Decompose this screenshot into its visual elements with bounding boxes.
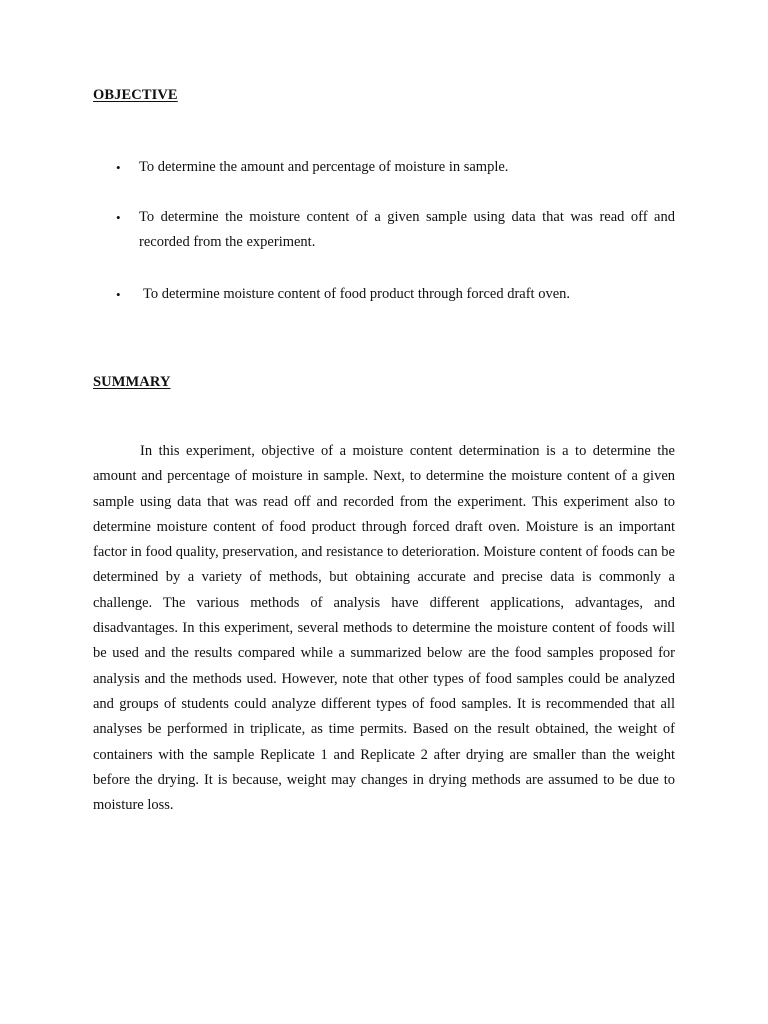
bullet-icon: • (116, 210, 121, 225)
objective-item-text: To determine moisture content of food product through forced draft oven. (143, 286, 571, 302)
bullet-icon: • (116, 287, 121, 302)
objective-item-text: To determine the moisture content of a given sample using data that was read off and recorded from the experiment. (139, 209, 675, 250)
objective-heading: OBJECTIVE (93, 87, 178, 103)
summary-heading: SUMMARY (93, 374, 171, 390)
objective-item-text: To determine the amount and percentage of moisture in sample. (139, 159, 509, 175)
summary-paragraph: In this experiment, objective of a moisture content determination is a to determine the amount and percentage of moisture in sample. Next, to determine the moisture content of a given sample using data that was read off and recorded from the experiment. This experiment also to determine moisture content of food product through forced draft oven. Moisture is an important factor in food quality, preservation, and resistance to deterioration. Moisture content of foods can be determined by a variety of methods, but obtaining accurate and precise data is commonly a challenge. The various methods of analysis have different applications, advantages, and disadvantages. In this experiment, several methods to determine the moisture content of foods will be used and the results compared while a summarized below are the food samples proposed for analysis and the methods used. However, note that other types of food samples could be analyzed and groups of students could analyze different types of food samples. It is recommended that all analyses be performed in triplicate, as time permits. Based on the result obtained, the weight of containers with the sample Replicate 1 and Replicate 2 after drying are smaller than the weight before the drying. It is because, weight may changes in drying methods are assumed to be due to moisture loss. (93, 443, 675, 814)
bullet-icon: • (116, 160, 121, 175)
